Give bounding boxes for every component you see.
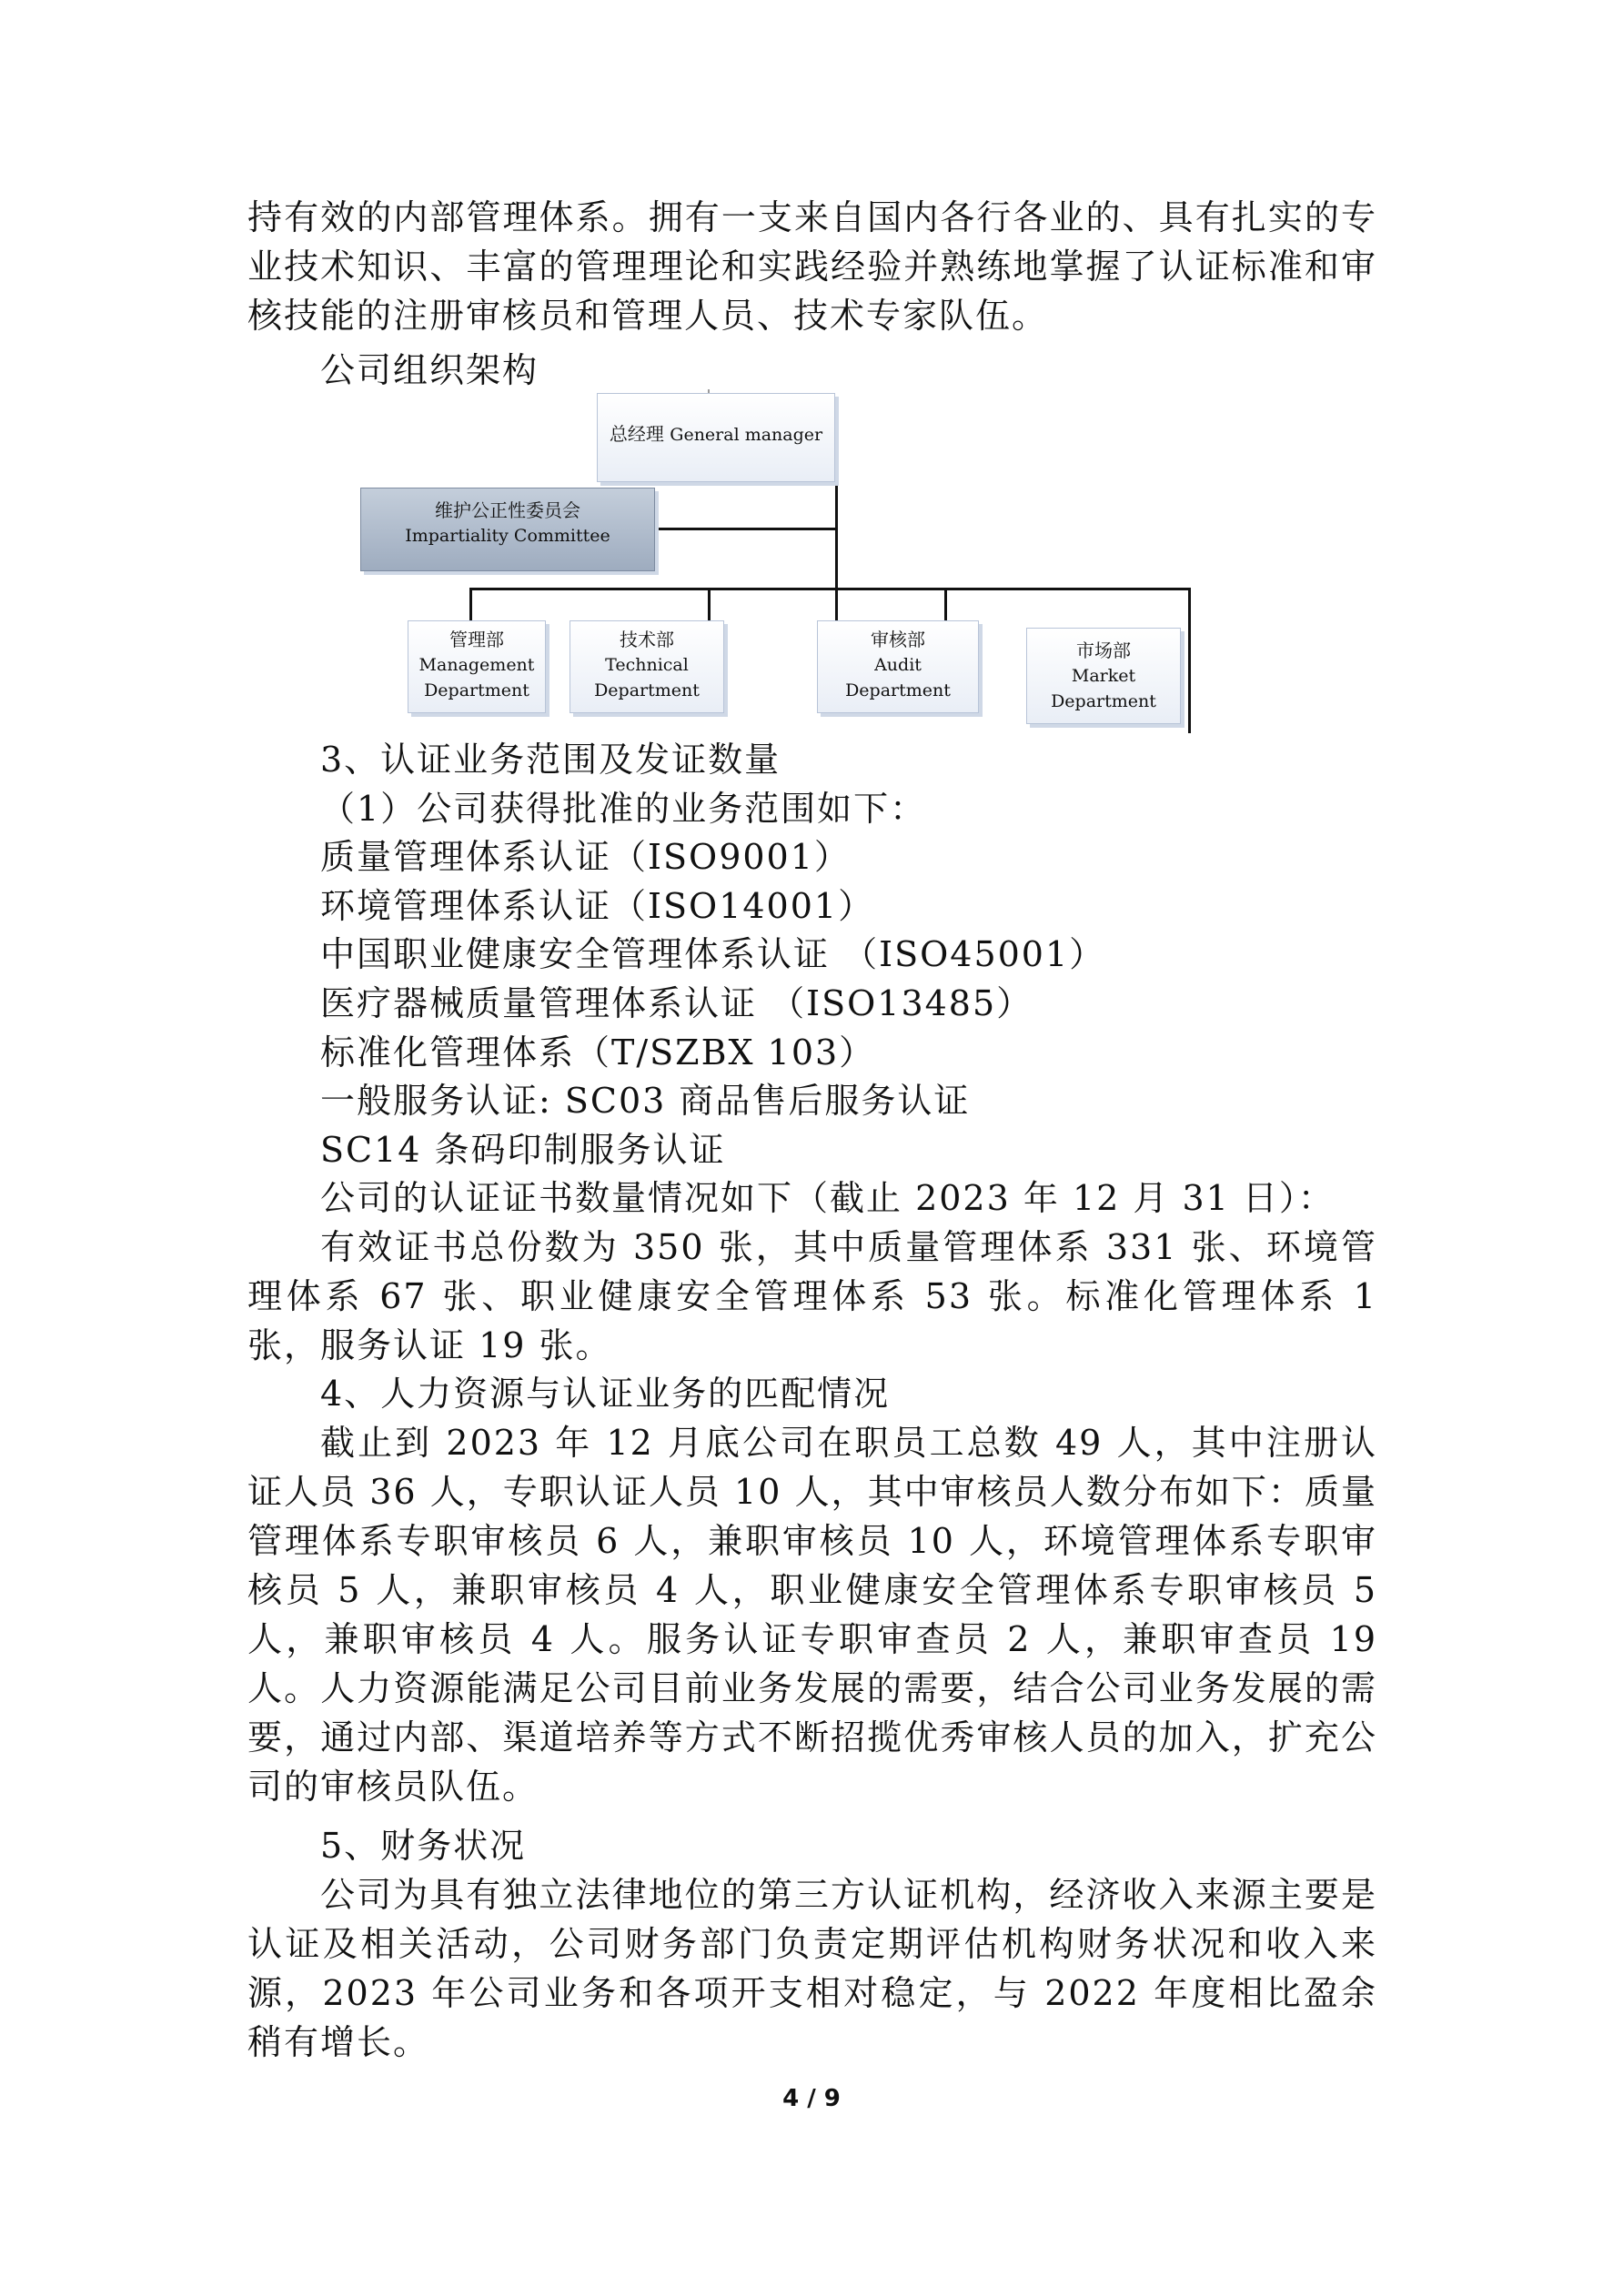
technical-department-box <box>570 620 724 713</box>
section-5-paragraph: 公司为具有独立法律地位的第三方认证机构，经济收入来源主要是认证及相关活动，公司财务部门负责定期评估机构财务状况和收入来源，2023 年公司业务和各项开支相对稳定，与 2022 年度相比盈余稍有增长。 <box>247 1875 1377 2062</box>
section-3-subheading: （1）公司获得批准的业务范围如下： <box>320 789 927 829</box>
technical-dept-en1: Technical <box>605 655 689 675</box>
section-4-heading: 4、人力资源与认证业务的匹配情况 <box>320 1374 891 1414</box>
org-chart-heading: 公司组织架构 <box>320 350 539 390</box>
certificate-count-paragraph: 有效证书总份数为 350 张，其中质量管理体系 331 张、环境管理体系 67 张、职业健康安全管理体系 53 张。标准化管理体系 1 张，服务认证 19 张。 <box>247 1227 1377 1365</box>
scope-item-tszbx103: 标准化管理体系（T/SZBX 103） <box>320 1032 876 1072</box>
audit-dept-en2: Department <box>845 680 951 700</box>
management-dept-en2: Department <box>424 680 529 700</box>
department-bus-line <box>469 588 1190 590</box>
scope-item-sc14: SC14 条码印制服务认证 <box>320 1130 726 1170</box>
section-5-heading: 5、财务状况 <box>320 1826 527 1866</box>
audit-dept-en1: Audit <box>874 655 922 675</box>
general-manager-cn: 总经理 <box>609 423 664 445</box>
section-4-paragraph: 截止到 2023 年 12 月底公司在职员工总数 49 人，其中注册认证人员 36 人，专职认证人员 10 人，其中审核员人数分布如下：质量管理体系专职审核员 6 人，兼职审核员 10 人，环境管理体系专职审核员 5 人，兼职审核员 4 人，职业健康安全管理体系专职审核员 5 人，兼职审核员 4 人。服务认证专职审查员 2 人，兼职审查员 19 人。人力资源能满足公司目前业务发展的需要，结合公司业务发展的需要，通过内部、渠道培养等方式不断招揽优秀审核人员的加入，扩充公司的审核员队伍。 <box>247 1423 1377 1807</box>
management-department-box <box>408 620 546 713</box>
market-dept-cn: 市场部 <box>1076 639 1131 661</box>
management-dept-cn: 管理部 <box>449 629 504 650</box>
section-3-heading: 3、认证业务范围及发证数量 <box>320 740 781 780</box>
page-number: 4 / 9 <box>782 2085 841 2112</box>
market-dept-en2: Department <box>1051 691 1156 711</box>
market-dept-en1: Market <box>1071 666 1136 686</box>
scope-item-iso14001: 环境管理体系认证（ISO14001） <box>320 886 875 926</box>
impartiality-committee-box <box>360 488 655 571</box>
intro-paragraph: 持有效的内部管理体系。拥有一支来自国内各行各业的、具有扎实的专业技术知识、丰富的管理理论和实践经验并熟练地掌握了认证标准和审核技能的注册审核员和管理人员、技术专家队伍。 <box>247 197 1377 336</box>
technical-dept-cn: 技术部 <box>620 629 674 650</box>
market-department-box <box>1026 628 1181 724</box>
committee-connector <box>655 528 837 530</box>
scope-item-iso45001: 中国职业健康安全管理体系认证 （ISO45001） <box>320 934 1106 974</box>
general-manager-en: General manager <box>670 425 823 445</box>
audit-dept-cn: 审核部 <box>871 629 925 650</box>
committee-cn: 维护公正性委员会 <box>435 499 580 521</box>
technical-dept-en2: Department <box>594 680 700 700</box>
dept-drop-4 <box>1188 588 1191 733</box>
general-manager-box <box>597 393 835 482</box>
audit-department-box <box>817 620 979 713</box>
management-dept-en1: Management <box>418 655 535 675</box>
scope-item-iso9001: 质量管理体系认证（ISO9001） <box>320 837 851 877</box>
org-chart <box>355 389 1201 735</box>
certificate-count-intro: 公司的认证证书数量情况如下（截止 2023 年 12 月 31 日）： <box>320 1178 1335 1218</box>
committee-en: Impartiality Committee <box>405 526 610 546</box>
scope-item-sc03: 一般服务认证: SC03 商品售后服务认证 <box>320 1081 971 1121</box>
scope-item-iso13485: 医疗器械质量管理体系认证 （ISO13485） <box>320 983 1033 1023</box>
